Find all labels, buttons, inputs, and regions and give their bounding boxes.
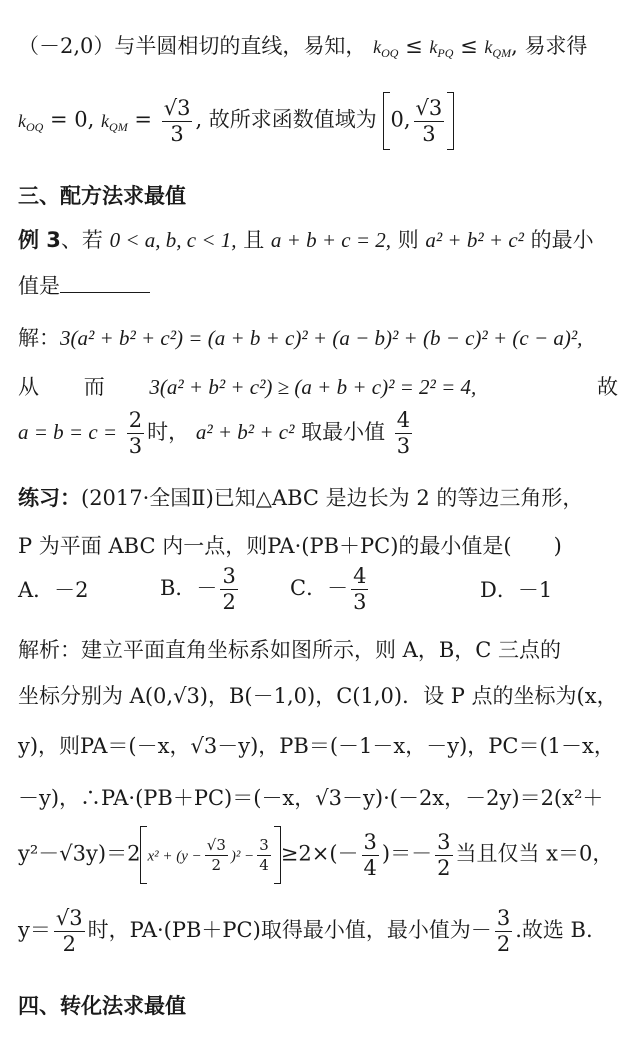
text-fragment: P 为平面 ABC 内一点，则PA·(PB＋PC)的最小值是( )	[18, 534, 562, 558]
text-fragment: = 0,	[50, 107, 95, 132]
section-heading: 四、转化法求最值	[18, 994, 186, 1018]
math: a² + b² + c²	[425, 228, 524, 252]
math: )² −	[230, 848, 255, 865]
text-fragment: y＝	[18, 918, 51, 942]
text-fragment: 、若	[60, 228, 103, 252]
text-fragment: 且	[243, 228, 265, 252]
text-fragment: 而	[83, 375, 105, 399]
text-fragment: ≥2×(－	[280, 841, 359, 866]
practice-line	[18, 530, 626, 560]
denominator: 2	[62, 932, 76, 956]
fraction	[414, 95, 445, 146]
analysis-line: y)，则PA＝(－x，√3－y)，PB＝(－1－x，－y)，PC＝(1－x，	[18, 734, 615, 758]
text-line: $k_{OQ} = 0$, $k_{QM}$ = $\frac{√3}{3}$ , 故所求函数值域为 0, $\frac{√3}{3}$	[18, 92, 626, 150]
solution-line	[18, 322, 626, 352]
text-fragment: 0,	[390, 107, 411, 132]
fraction	[205, 835, 228, 874]
subscript: QM	[109, 119, 128, 134]
text-fragment: 故所求函数值域为	[208, 107, 377, 132]
practice-line	[18, 482, 626, 512]
numerator: 4	[353, 564, 367, 588]
fraction	[257, 835, 271, 874]
text-fragment: 故	[597, 375, 618, 399]
denominator: 3	[128, 434, 143, 458]
analysis-line	[18, 826, 626, 884]
numerator: √3	[163, 95, 191, 120]
math: 3(a² + b² + c²) = (a + b + c)² + (a − b)² + (b − c)² + (c − a)²,	[60, 326, 583, 350]
fraction	[127, 410, 144, 457]
subscript: PQ	[437, 46, 454, 60]
analysis-line	[18, 908, 626, 955]
right-bracket	[447, 92, 454, 150]
text-line	[18, 270, 626, 300]
example-line	[18, 224, 626, 254]
solution-line	[18, 371, 626, 401]
denominator: 4	[363, 855, 377, 880]
numerator: 2	[128, 408, 143, 432]
denominator: 2	[222, 590, 236, 614]
option-a[interactable]: A．－2	[18, 578, 89, 602]
text-fragment: ≤	[405, 34, 423, 58]
denominator: 2	[496, 932, 511, 956]
analysis-line: 解析：建立平面直角坐标系如图所示，则 A，B，C 三点的	[18, 638, 562, 662]
text-fragment: 则	[397, 228, 419, 252]
numerator: 3	[496, 906, 511, 930]
denominator: 2	[211, 855, 222, 874]
math: a + b + c = 2,	[270, 228, 392, 252]
solution-line	[18, 410, 626, 457]
example-label: 例 3	[18, 228, 61, 252]
denominator: 3	[396, 434, 411, 458]
options-row	[18, 566, 626, 614]
option-label: B．－	[160, 576, 218, 600]
denominator: 2	[437, 855, 451, 880]
numerator: 4	[396, 408, 411, 432]
text-fragment: 取最小值	[301, 420, 386, 444]
numerator: √3	[206, 835, 226, 854]
text-fragment: 的最小	[530, 228, 594, 252]
subscript: OQ	[26, 119, 44, 134]
practice-label: 练习：	[18, 486, 81, 510]
fraction	[395, 410, 412, 457]
text-fragment: 易求得	[524, 34, 588, 58]
text-line: （－2,0）与半圆相切的直线，易知， $k_{OQ} \le k_{PQ} \le k_{QM}$, 易求得	[18, 34, 588, 60]
option-d[interactable]: D．－1	[480, 578, 553, 602]
numerator: 3	[363, 829, 377, 854]
math: x² + (y −	[147, 848, 202, 865]
section-heading: 三、配方法求最值	[18, 184, 186, 208]
fraction	[495, 908, 512, 955]
text-fragment: y²－√3y)＝2	[18, 841, 141, 866]
fraction	[220, 566, 237, 613]
text-fragment: 值是	[18, 274, 60, 298]
numerator: 3	[259, 835, 269, 854]
text-fragment: 时，PA·(PB＋PC)取得最小值，最小值为－	[87, 918, 492, 942]
fraction	[54, 908, 85, 955]
option-b[interactable]	[160, 566, 241, 613]
numerator: 3	[437, 829, 451, 854]
text-fragment: 时，	[147, 420, 190, 444]
denominator: 3	[353, 590, 367, 614]
numerator: √3	[55, 906, 83, 930]
text-fragment: =	[134, 107, 152, 132]
math: a² + b² + c²	[195, 420, 295, 444]
text-fragment: (2017·全国Ⅱ)已知△ABC 是边长为 2 的等边三角形，	[81, 486, 584, 510]
numerator: 3	[222, 564, 236, 588]
text-fragment: 当且仅当 x＝0，	[455, 841, 614, 866]
answer-blank	[60, 274, 150, 293]
option-c[interactable]	[290, 566, 371, 613]
math: 0 < a, b, c < 1,	[109, 228, 237, 252]
math: 3(a² + b² + c²) ≥ (a + b + c)² = 2² = 4,	[149, 375, 477, 399]
analysis-line: 坐标分别为 A(0,√3)，B(－1,0)，C(1,0)．设 P 点的坐标为(x，	[18, 684, 618, 708]
numerator: √3	[415, 95, 443, 120]
text-fragment: )＝－	[381, 841, 433, 866]
fraction	[351, 566, 368, 613]
fraction	[162, 95, 193, 146]
math: a = b = c =	[18, 420, 118, 444]
text-fragment: （－2,0）与半圆相切的直线，易知，	[18, 34, 367, 58]
subscript: OQ	[381, 46, 399, 60]
solution-label: 解：	[18, 326, 60, 350]
fraction	[362, 829, 379, 880]
fraction	[435, 829, 452, 880]
text-fragment: .故选 B.	[515, 918, 593, 942]
subscript: QM	[492, 46, 512, 60]
text-fragment: 从	[18, 375, 39, 399]
text-fragment: ≤	[460, 34, 478, 58]
denominator: 4	[259, 855, 269, 874]
denominator: 3	[422, 121, 436, 146]
right-bracket	[274, 826, 281, 884]
denominator: 3	[170, 121, 184, 146]
option-label: C．－	[290, 576, 349, 600]
analysis-line: －y)，∴PA·(PB＋PC)＝(－x，√3－y)·(－2x，－2y)＝2(x²＋	[18, 786, 604, 810]
